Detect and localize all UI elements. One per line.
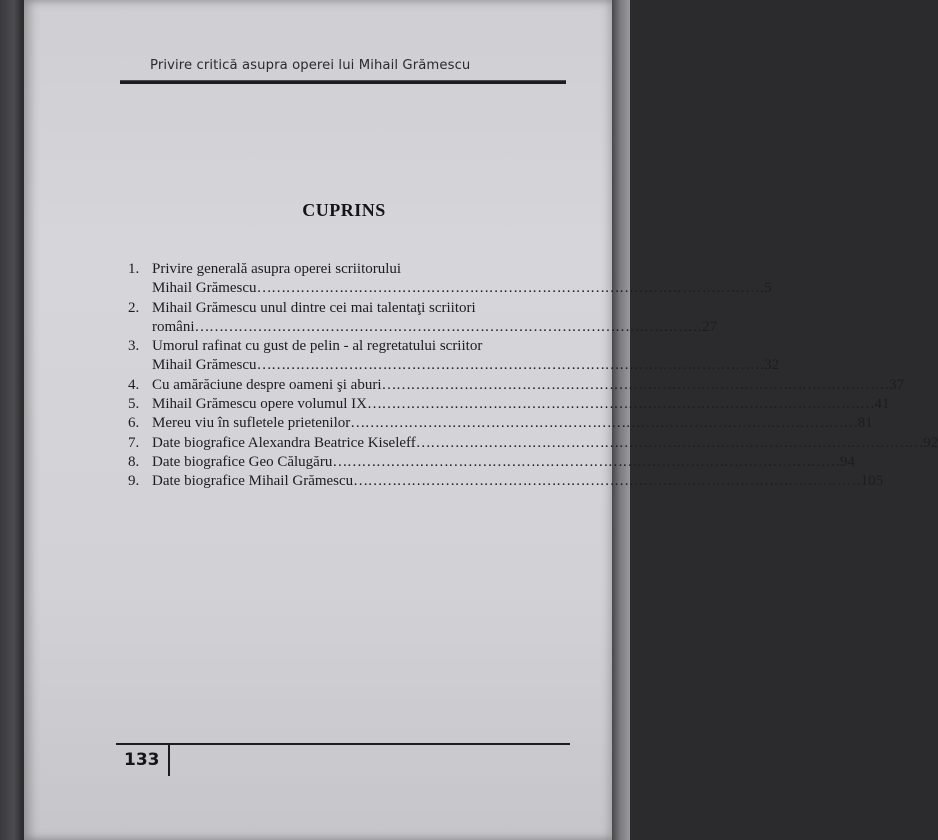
- toc-entry: [128, 260, 772, 299]
- toc-entry: [128, 337, 780, 376]
- toc-entry-number: 1.: [128, 261, 140, 277]
- toc-entry-title: Date biografice Geo Călugăru: [152, 453, 333, 470]
- dot-leader: ……………………………………………………………………………………………: [415, 434, 924, 451]
- dot-leader: ……………………………………………………………………………………………: [256, 357, 765, 374]
- toc-entry-number: 5.: [128, 396, 140, 413]
- dot-leader: ……………………………………………………………………………………………: [353, 473, 861, 490]
- toc-entry-number: 7.: [128, 434, 140, 451]
- toc-entry-number: 6.: [128, 415, 140, 432]
- toc-entry-number: 8.: [128, 453, 140, 470]
- toc-entry: [128, 299, 717, 338]
- toc-entry: [128, 434, 938, 453]
- toc-entry: [128, 472, 884, 491]
- toc-title: CUPRINS: [302, 200, 386, 220]
- dot-leader: ……………………………………………………………………………………………: [332, 453, 840, 470]
- toc-entry-page: 105: [860, 473, 884, 490]
- dot-leader: ……………………………………………………………………………………………: [381, 376, 889, 393]
- toc-entry-title: Mihail Grămescu opere volumul IX: [152, 396, 367, 413]
- toc-entry-title: români: [152, 318, 195, 335]
- dot-leader: ……………………………………………………………………………………………: [194, 318, 702, 335]
- toc-entry-number: 4.: [128, 376, 140, 393]
- table-of-contents: [128, 260, 938, 492]
- dot-leader: ……………………………………………………………………………………………: [256, 280, 765, 297]
- toc-entry-title: Mereu viu în sufletele prietenilor: [152, 415, 351, 432]
- toc-entry-page: 94: [839, 453, 855, 470]
- toc-entry-page: 32: [764, 357, 780, 374]
- footer-rule: [116, 743, 570, 745]
- toc-entry-page: 92: [923, 434, 938, 451]
- toc-entry-title: Date biografice Alexandra Beatrice Kiseleff: [152, 434, 416, 451]
- toc-entry-page: 37: [889, 376, 904, 393]
- book-page: [24, 0, 938, 840]
- toc-entry-number: 2.: [128, 299, 140, 316]
- toc-entry: [128, 414, 873, 433]
- toc-entry-page: 41: [874, 396, 890, 413]
- dot-leader: ……………………………………………………………………………………………: [366, 396, 875, 413]
- toc-entry-title: Privire generală asupra operei scriitorului: [152, 261, 402, 277]
- toc-entry-title: Umorul rafinat cu gust de pelin - al regretatului scriitor: [152, 338, 483, 355]
- page-number: 133: [124, 750, 160, 770]
- header-rule: [120, 80, 566, 84]
- toc-entry-number: 9.: [128, 473, 140, 490]
- toc-entry-title: Mihail Grămescu: [152, 357, 257, 374]
- toc-entry: [128, 453, 855, 472]
- toc-entry-number: 3.: [128, 338, 140, 355]
- toc-entry-title: Mihail Grămescu unul dintre cei mai talentaţi scriitori: [152, 299, 476, 316]
- toc-entry: [128, 395, 890, 414]
- toc-entry-title: Mihail Grămescu: [152, 280, 257, 297]
- toc-entry-title: Cu amărăciune despre oameni şi aburi: [152, 376, 382, 393]
- toc-entry-page: 81: [857, 415, 873, 432]
- toc-entry: [128, 376, 904, 395]
- toc-entry-page: 27: [702, 318, 717, 335]
- running-head: Privire critică asupra operei lui Mihail Grămescu: [150, 58, 471, 73]
- toc-entry-title: Date biografice Mihail Grămescu: [152, 473, 354, 490]
- toc-entry-page: 5: [764, 280, 772, 297]
- dot-leader: ……………………………………………………………………………………………: [350, 415, 858, 432]
- footer-divider: [168, 743, 170, 776]
